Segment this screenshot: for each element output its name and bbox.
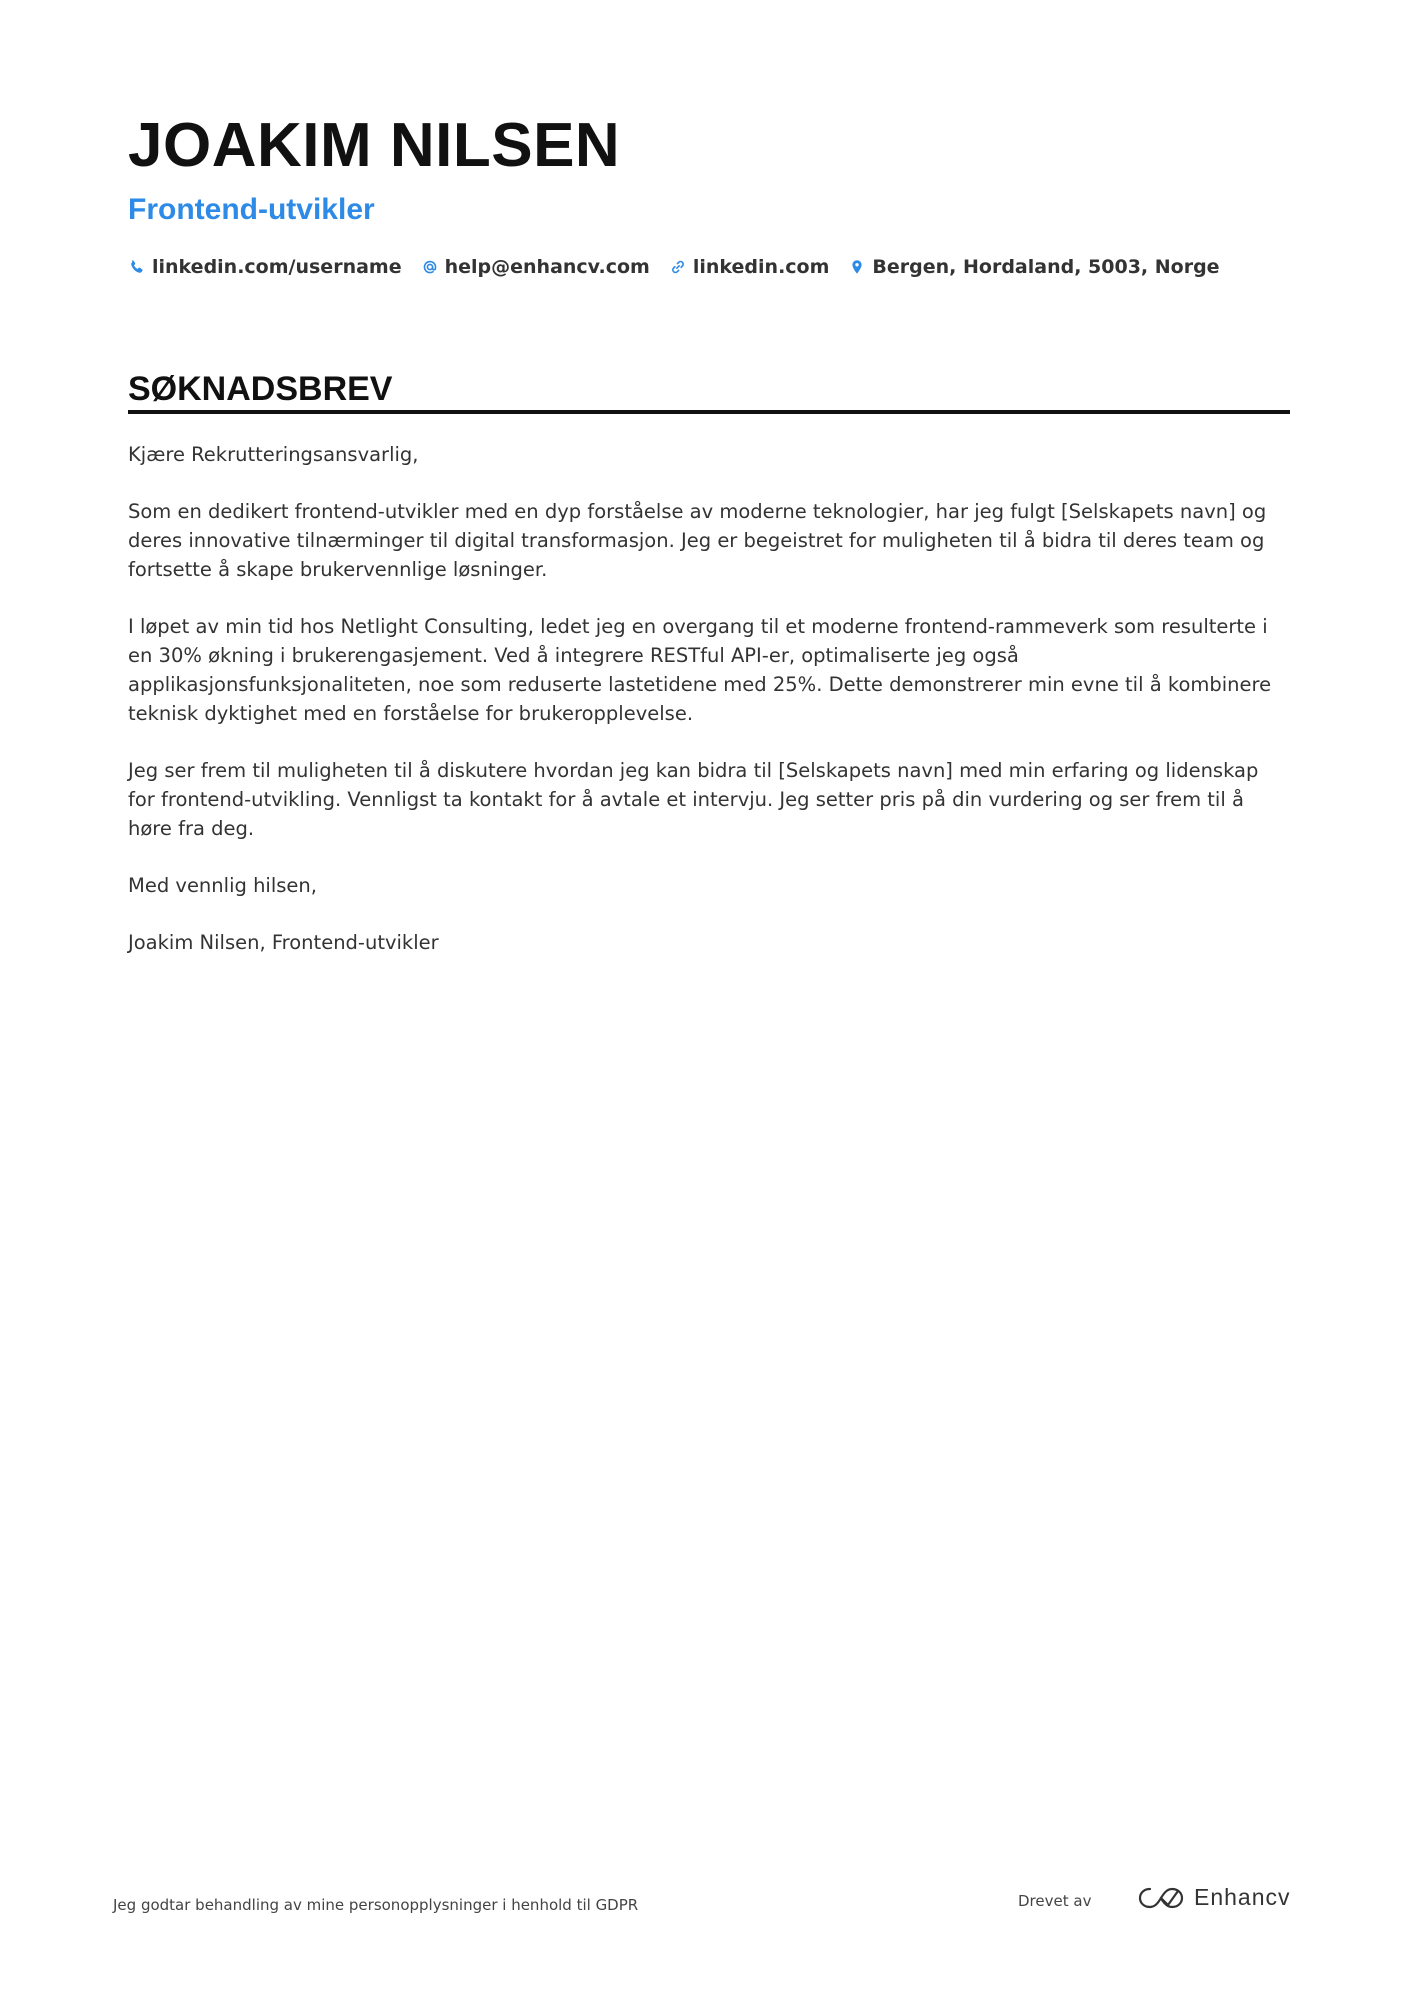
contact-email-text: help@enhancv.com [444,256,650,278]
enhancv-brand[interactable] [1138,1884,1291,1911]
letter-greeting: Kjære Rekrutteringsansvarlig, [128,443,419,466]
contact-location [848,256,1219,278]
contact-website-text: linkedin.com [692,256,830,278]
candidate-name: JOAKIM NILSEN [128,111,621,180]
gdpr-note: Jeg godtar behandling av mine personopplysninger i henhold til GDPR [113,1896,639,1914]
link-icon [669,258,687,276]
contact-phone-text: linkedin.com/username [152,256,402,278]
letter-paragraph: Jeg ser frem til muligheten til å diskutere hvordan jeg kan bidra til [Selskapets navn] med min erfaring og lidenskap for frontend-utvikling. Vennligst ta kontakt for å avtale et intervju. Jeg setter pris på din vurdering og ser frem til å høre fra deg. [128,759,1259,840]
location-pin-icon [848,258,866,276]
letter-signature: Joakim Nilsen, Frontend-utvikler [128,931,439,954]
letter-paragraph: I løpet av min tid hos Netlight Consulting, ledet jeg en overgang til et moderne frontend-rammeverk som resulterte i en 30% økning i brukerengasjement. Ved å integrere RESTful API-er, optimaliserte jeg også applikasjonsfunksjonaliteten, noe som reduserte lastetidene med 25%. Dette demonstrerer min evne til å kombinere teknisk dyktighet med en forståelse for brukeropplevelse. [128,615,1272,725]
section-title: SØKNADSBREV [128,370,393,408]
candidate-title: Frontend-utvikler [128,193,375,226]
contact-email[interactable] [421,256,650,278]
enhancv-logo-icon [1138,1885,1184,1911]
phone-icon [128,258,146,276]
section-divider [128,410,1290,414]
contact-website[interactable] [669,256,830,278]
contact-location-text: Bergen, Hordaland, 5003, Norge [872,256,1220,278]
at-icon [421,258,439,276]
contact-phone[interactable] [128,256,402,278]
powered-by-label: Drevet av [1018,1892,1092,1910]
letter-body [128,440,1290,985]
enhancv-brand-name: Enhancv [1194,1884,1291,1910]
letter-closing: Med vennlig hilsen, [128,874,317,897]
contact-bar [128,254,1239,280]
letter-paragraph: Som en dedikert frontend-utvikler med en dyp forståelse av moderne teknologier, har jeg fulgt [Selskapets navn] og deres innovative tilnærminger til digital transformasjon. Jeg er begeistret for muligheten til å bidra til deres team og fortsette å skape brukervennlige løsninger. [128,500,1267,581]
